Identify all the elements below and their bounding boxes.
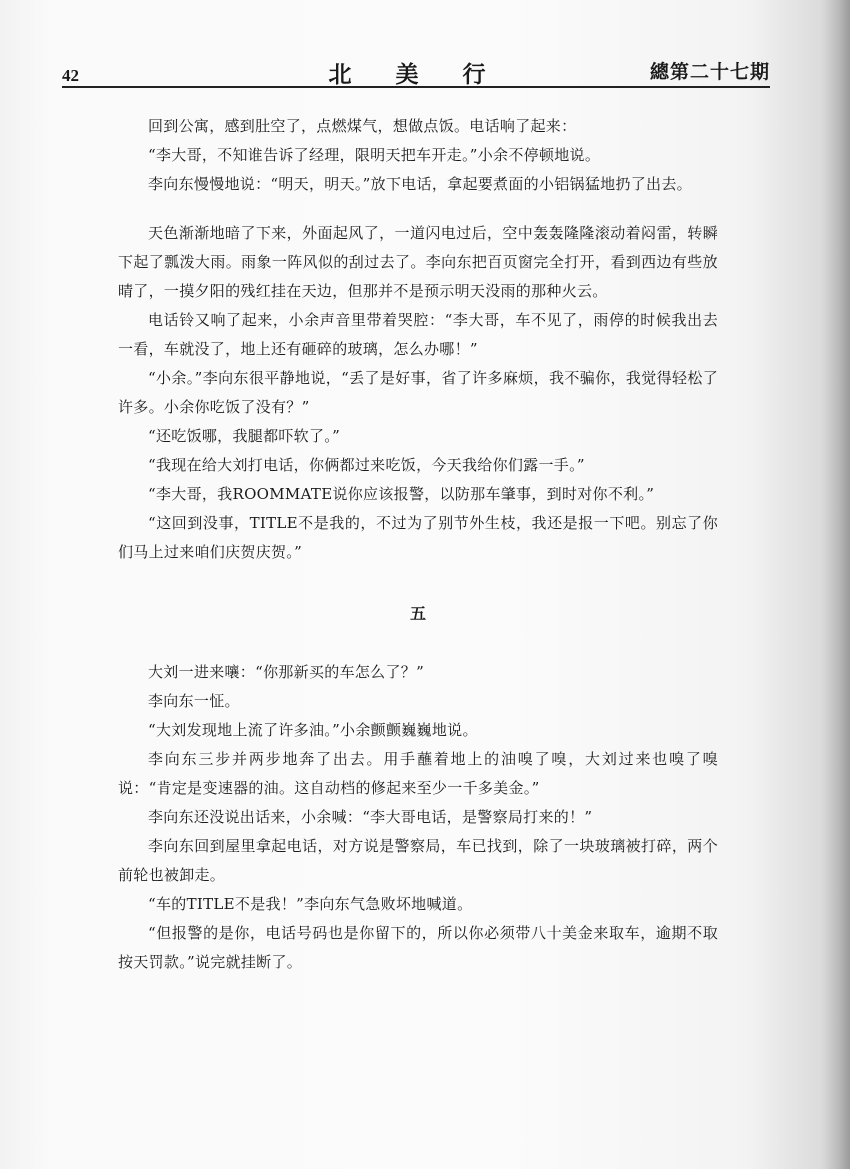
paragraph: 李向东回到屋里拿起电话，对方说是警察局，车已找到，除了一块玻璃被打碎，两个前轮也被卸走。 bbox=[118, 837, 718, 884]
paragraph: “这回到没事，TITLE不是我的，不过为了别节外生枝，我还是报一下吧。别忘了你们马上过来咱们庆贺庆贺。” bbox=[118, 514, 718, 561]
article-body bbox=[118, 112, 718, 977]
paragraph: “小余。”李向东很平静地说，“丢了是好事，省了许多麻烦，我不骗你，我觉得轻松了许多。小余你吃饭了没有？” bbox=[118, 369, 718, 416]
paragraph-gap bbox=[118, 199, 718, 219]
page-edge-shadow bbox=[820, 0, 850, 1169]
paragraph: 大刘一进来嚷：“你那新买的车怎么了？” bbox=[148, 663, 425, 681]
paragraph: “李大哥，不知谁告诉了经理，限明天把车开走。”小余不停顿地说。 bbox=[148, 146, 601, 164]
paragraph: 李向东三步并两步地奔了出去。用手蘸着地上的油嗅了嗅，大刘过来也嗅了嗅说：“肯定是变速器的油。这自动档的修起来至少一千多美金。” bbox=[118, 750, 718, 797]
page-header bbox=[62, 56, 770, 88]
paragraph: 电话铃又响了起来，小余声音里带着哭腔：“李大哥，车不见了，雨停的时候我出去一看，车就没了，地上还有砸碎的玻璃，怎么办哪！” bbox=[118, 311, 718, 358]
paragraph: 李向东还没说出话来，小余喊：“李大哥电话，是警察局打来的！” bbox=[148, 808, 593, 826]
paragraph: “大刘发现地上流了许多油。”小余颤颤巍巍地说。 bbox=[148, 721, 478, 739]
paragraph: “但报警的是你，电话号码也是你留下的，所以你必须带八十美金来取车，逾期不取按天罚款。”说完就挂断了。 bbox=[118, 924, 718, 971]
paragraph: 李向东慢慢地说：“明天，明天。”放下电话，拿起要煮面的小铝锅猛地扔了出去。 bbox=[148, 175, 692, 193]
paragraph: “李大哥，我ROOMMATE说你应该报警，以防那车肇事，到时对你不利。” bbox=[148, 485, 655, 503]
paragraph: 回到公寓，感到肚空了，点燃煤气，想做点饭。电话响了起来： bbox=[148, 117, 577, 135]
page-number: 42 bbox=[62, 66, 79, 85]
journal-title: 北 美 行 bbox=[328, 61, 504, 88]
issue-number: 總第二十七期 bbox=[649, 61, 770, 83]
paragraph: 李向东一怔。 bbox=[148, 692, 240, 710]
paragraph: “我现在给大刘打电话，你俩都过来吃饭，今天我给你们露一手。” bbox=[148, 456, 585, 474]
paragraph: “车的TITLE不是我！”李向东气急败坏地喊道。 bbox=[148, 895, 473, 913]
paragraph: 天色渐渐地暗了下来，外面起风了，一道闪电过后，空中轰轰隆隆滚动着闷雷，转瞬下起了瓢泼大雨。雨象一阵风似的刮过去了。李向东把百页窗完全打开，看到西边有些放晴了，一摸夕阳的残红挂在天边，但那并不是预示明天没雨的那种火云。 bbox=[118, 224, 718, 300]
section-number: 五 bbox=[409, 604, 426, 623]
paragraph: “还吃饭哪，我腿都吓软了。” bbox=[148, 427, 341, 445]
